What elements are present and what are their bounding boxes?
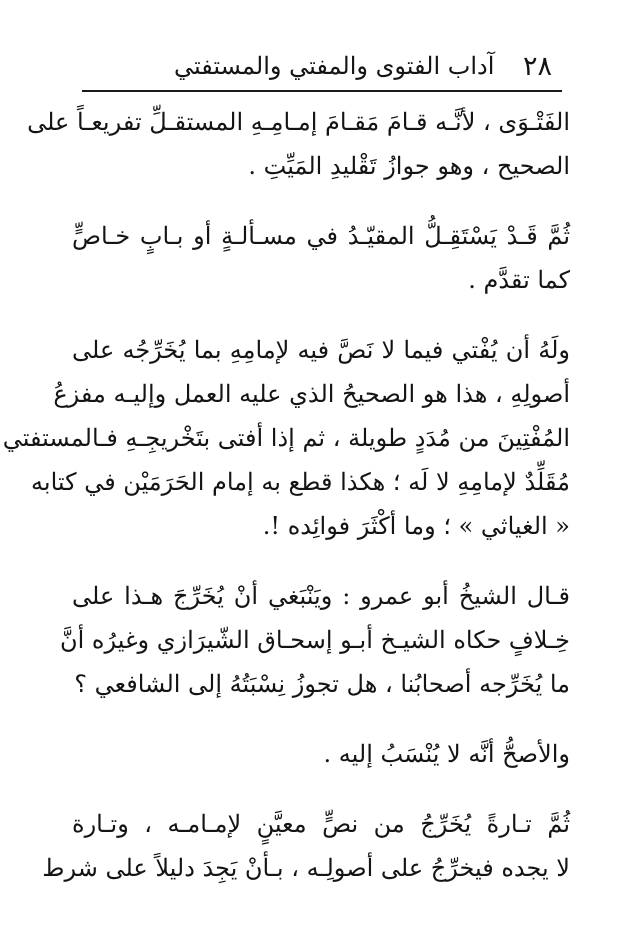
- paragraph-gap: [72, 188, 570, 214]
- text-line: أصولِهِ ، هذا هو الصحيحُ الذي عليه العمل وإليـه مفزعُ: [53, 380, 570, 408]
- text-line: الفَتْـوَى ، لأنَّـه قـامَ مَقـامَ إمـامِـهِ المستقـلِّ تفريعـاً على: [27, 108, 570, 136]
- paragraph-gap: [72, 302, 570, 328]
- page-header: [82, 46, 562, 86]
- text-line: الصحيح ، وهو جوازُ تَقْليدِ المَيِّتِ .: [248, 152, 570, 180]
- text-line: خِـلافٍ حكاه الشيـخ أبـو إسحـاق الشّيرَازي وغيرُه أنَّ: [59, 626, 570, 654]
- paragraph: [72, 214, 570, 302]
- text-line: ما يُخَرِّجه أصحابُنا ، هل تجوزُ نِسْبَتُهُ إلى الشافعي ؟: [74, 670, 570, 698]
- text-line: كما تقدَّم .: [468, 266, 570, 294]
- header-divider: [82, 90, 562, 92]
- paragraph-gap: [72, 776, 570, 802]
- text-line: مُقَلِّدٌ لإمامِهِ لا لَه ؛ هكذا قطع به إمام الحَرَمَيْن في كتابه: [31, 468, 570, 496]
- text-line: ولَهُ أن يُفْتي فيما لا نَصَّ فيه لإمامِهِ بما يُخَرِّجُه على: [72, 336, 570, 364]
- paragraph: [2, 328, 570, 548]
- text-line: ثُمَّ قَـدْ يَسْتَقِـلُّ المقيّـدُ في مسـألـةٍ أو بـابٍ خـاصٍّ: [72, 222, 570, 250]
- page-number: ٢٨: [522, 50, 552, 82]
- text-line: المُفْتِينَ من مُدَدٍ طويلة ، ثم إذا أفتى بتَخْريجِـهِ فـالمستفتي: [2, 424, 570, 452]
- body-text: [2, 100, 570, 890]
- paragraph-gap: [72, 706, 570, 732]
- text-line: والأصحُّ أنَّه لا يُنْسَبُ إليه .: [323, 740, 570, 768]
- paragraph: [72, 732, 570, 776]
- paragraph: [27, 100, 570, 188]
- text-line: قـال الشيخُ أبو عمرو : ويَنْبَغي أنْ يُخَرِّجَ هـذا على: [72, 582, 570, 610]
- running-title: آداب الفتوى والمفتي والمستفتي: [174, 52, 495, 80]
- paragraph: [59, 574, 570, 706]
- paragraph: [42, 802, 570, 890]
- text-line: « الغياثي » ؛ وما أكْثَرَ فوائِده !.: [262, 512, 570, 540]
- text-line: لا يجده فيخرِّجُ على أصولِـه ، بـأنْ يَجِدَ دليلاً على شرط: [42, 854, 570, 882]
- text-line: ثُمَّ تـارةً يُخَرِّجُ من نصٍّ معيَّنٍ لإمـامـه ، وتـارة: [72, 810, 570, 838]
- paragraph-gap: [72, 548, 570, 574]
